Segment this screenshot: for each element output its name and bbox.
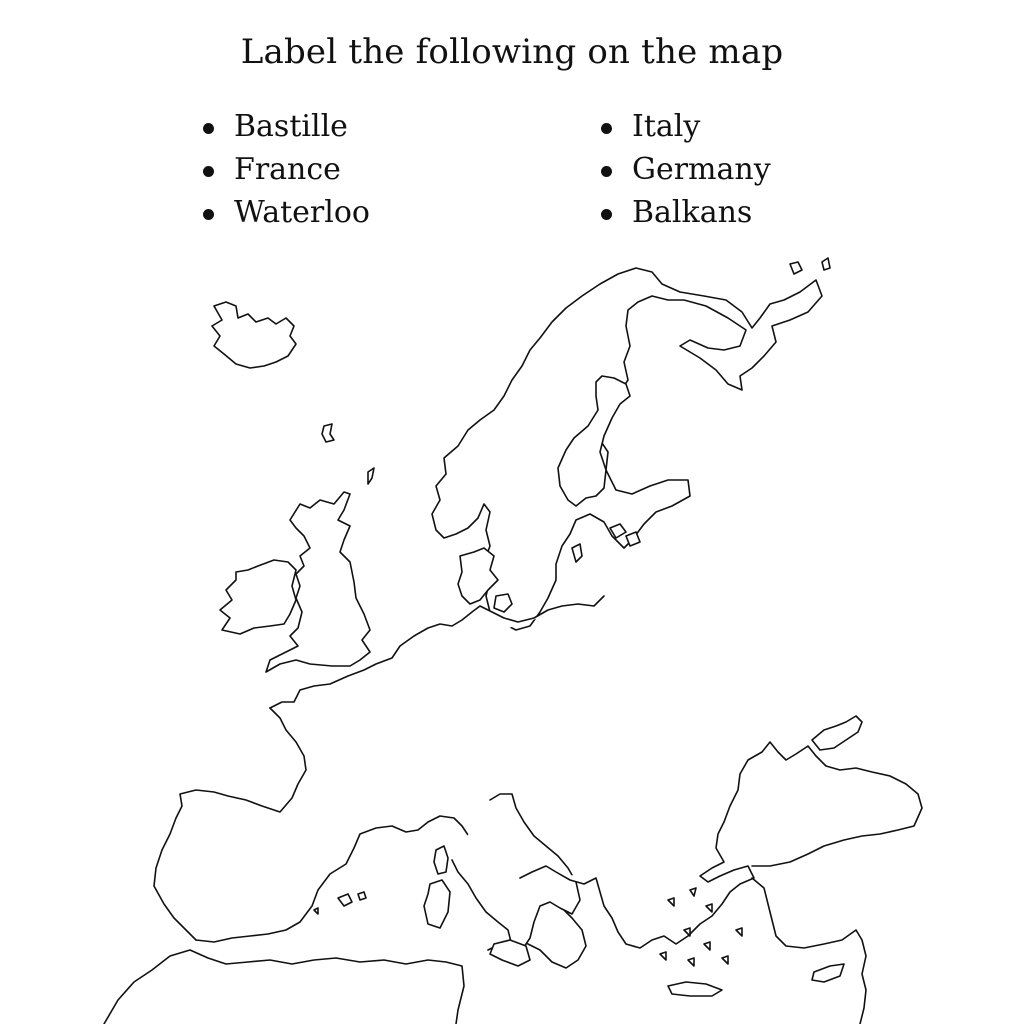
aegean-island-9 [736,928,742,936]
anatolia-coast [752,878,866,1024]
crimea-outline [812,716,862,750]
aegean-island-5 [704,942,710,950]
aegean-island-8 [722,956,728,964]
shetland-outline [368,468,374,484]
corsica-outline [434,846,448,874]
ireland-outline [220,560,296,634]
label-item-bastille: Bastille [200,108,370,151]
label-item-waterloo: Waterloo [200,194,370,237]
balkans-outline [520,742,922,948]
worksheet-title: Label the following on the map [240,32,784,72]
label-item-france: France [200,151,370,194]
iceland-outline [212,302,296,368]
label-item-italy: Italy [598,108,771,151]
iberia-outline [154,708,306,940]
north-africa-coast [104,950,464,1024]
label-item-balkans: Balkans [598,194,771,237]
faroe-islands-outline [322,424,334,442]
menorca-outline [358,892,366,900]
kolguev-outline [790,262,802,274]
aegean-island-6 [660,952,666,960]
label-item-germany: Germany [598,151,771,194]
novaya-zemlya-tip [822,258,830,270]
crete-outline [668,982,722,996]
gotland-outline [572,544,582,562]
aegean-island-7 [688,958,694,966]
